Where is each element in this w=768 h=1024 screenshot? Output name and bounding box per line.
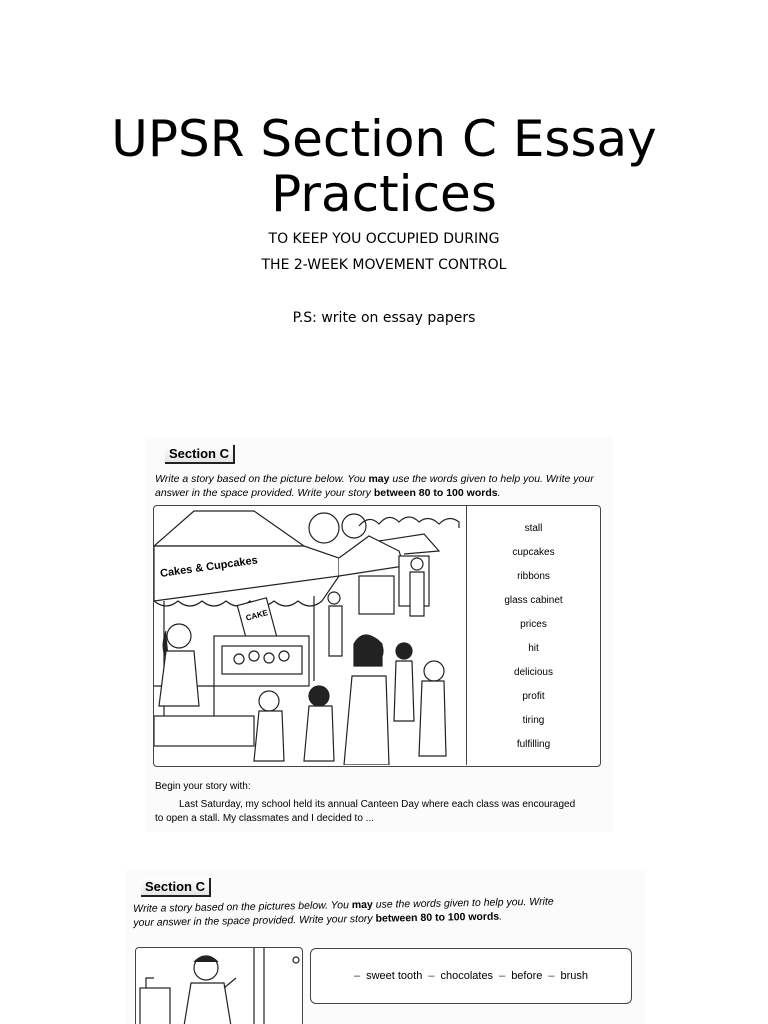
- story-line-2: to open a stall. My classmates and I decided to ...: [155, 813, 375, 824]
- word-item: prices: [520, 619, 547, 630]
- note-text: P.S: write on essay papers: [292, 310, 476, 326]
- picture-panel: [135, 947, 303, 1024]
- keyword-item: chocolates: [440, 970, 494, 982]
- keyword-item: brush: [560, 970, 589, 982]
- story-line-1: Last Saturday, my school held its annual Canteen Day where each class was encouraged: [179, 799, 576, 810]
- word-item: cupcakes: [512, 547, 555, 558]
- keyword-item: sweet tooth: [366, 970, 423, 982]
- word-item: tiring: [522, 715, 545, 726]
- picture-frame: [153, 505, 601, 767]
- title-line-2: Practices: [271, 165, 497, 223]
- word-item: profit: [522, 691, 545, 702]
- word-item: stall: [524, 523, 543, 534]
- title-line-1: UPSR Section C Essay: [111, 110, 657, 168]
- subtitle-line-2: THE 2-WEEK MOVEMENT CONTROL: [261, 257, 507, 273]
- instructions: Write a story based on the pictures below. You may use the words given to help you. Write your answer in the space provided. Write your story between 80 to 100 words.: [133, 895, 554, 929]
- worksheet-1-image: [145, 437, 613, 832]
- section-label: Section C: [141, 878, 211, 897]
- word-item: fulfilling: [516, 739, 551, 750]
- stall-sign-text: Cakes & Cupcakes: [159, 554, 259, 580]
- word-item: ribbons: [517, 571, 550, 582]
- boy-illustration: [136, 948, 304, 1024]
- story-starter: [155, 798, 615, 826]
- canteen-day-illustration: [154, 506, 466, 765]
- section-label: Section C: [165, 445, 235, 464]
- subtitle-line-1: TO KEEP YOU OCCUPIED DURING: [268, 231, 500, 247]
- word-list: [466, 506, 600, 765]
- keyword-item: before: [511, 970, 543, 982]
- instructions: Write a story based on the picture below. You may use the words given to help you. Write your answer in the space provided. Write your story between 80 to 100 words.: [155, 473, 594, 499]
- begin-label: Begin your story with:: [155, 781, 251, 792]
- keyword-box: – sweet tooth – chocolates – before – brush: [310, 948, 632, 1004]
- worksheet-2-image: [125, 870, 645, 1024]
- cake-sign-text: CAKE: [244, 608, 269, 623]
- document-title: [0, 112, 768, 222]
- word-item: glass cabinet: [504, 595, 563, 606]
- word-item: hit: [528, 643, 539, 654]
- word-item: delicious: [514, 667, 553, 678]
